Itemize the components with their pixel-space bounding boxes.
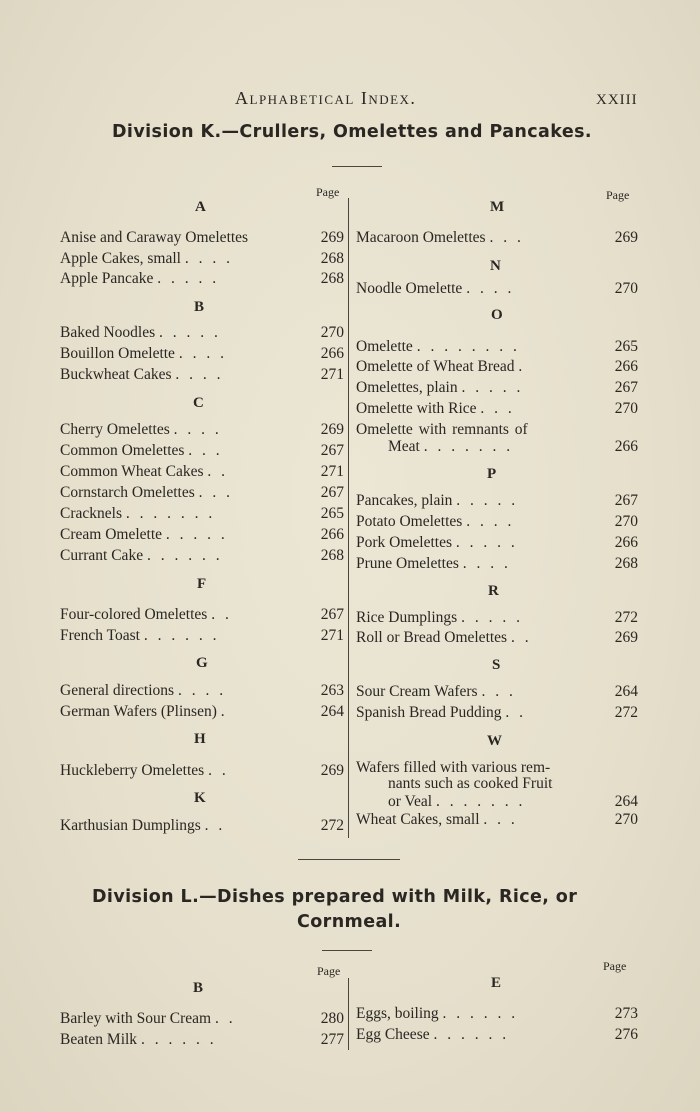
index-entry — [60, 421, 346, 439]
index-entry — [60, 1010, 346, 1028]
entry-page: 263 — [320, 682, 344, 699]
index-entry — [356, 1005, 640, 1023]
letter-heading-g: G — [196, 655, 208, 671]
index-entry — [356, 534, 640, 552]
division-l-heading: Division L.—Dishes prepared with Milk, Rice, or — [92, 887, 578, 907]
entry-page: 269 — [320, 229, 344, 246]
index-entry — [356, 513, 640, 531]
leader-dots: . . — [510, 629, 532, 646]
index-entry — [356, 811, 640, 829]
leader-dots: . . . . . — [159, 324, 221, 341]
leader-dots: . . . . . . . — [125, 505, 216, 522]
leader-dots: . . . — [481, 683, 516, 700]
leader-dots: . . . . — [466, 513, 515, 530]
letter-heading-a: A — [195, 199, 206, 215]
entry-label: Omelette of Wheat Bread — [356, 358, 515, 375]
leader-dots: . . . . — [466, 280, 515, 297]
entry-label: Pancakes, plain — [356, 492, 453, 509]
entry-label: Wheat Cakes, small — [356, 811, 480, 828]
letter-heading-k: K — [194, 790, 206, 806]
index-entry — [356, 338, 640, 356]
index-entry — [60, 526, 346, 544]
entry-page: 277 — [320, 1031, 344, 1048]
entry-page: 269 — [614, 629, 638, 646]
entry-label: Pork Omelettes — [356, 534, 452, 551]
entry-page: 265 — [614, 338, 638, 355]
entry-page: 268 — [320, 270, 344, 287]
entry-page: 264 — [614, 683, 638, 700]
entry-page: 267 — [320, 484, 344, 501]
entry-page: 268 — [614, 555, 638, 572]
division-l-heading-cont: Cornmeal. — [297, 912, 402, 932]
index-entry — [356, 555, 640, 573]
index-entry — [60, 1031, 346, 1049]
entry-label: Prune Omelettes — [356, 555, 459, 572]
entry-page: 271 — [320, 366, 344, 383]
index-entry-continued-line: nants such as cooked Fruit — [388, 775, 553, 792]
entry-page: 272 — [614, 704, 638, 721]
leader-dots: . . . . . . — [143, 627, 220, 644]
leader-dots: . . . . . — [455, 534, 518, 551]
entry-page: 276 — [614, 1026, 638, 1043]
leader-dots: . — [518, 358, 526, 375]
page-column-header-left: Page — [317, 964, 341, 978]
leader-dots: . . — [204, 817, 226, 834]
index-entry — [356, 492, 640, 510]
entry-page: 269 — [614, 229, 638, 246]
entry-label: Karthusian Dumplings — [60, 817, 201, 834]
leader-dots: . . . . . . . . — [416, 338, 520, 355]
entry-page: 267 — [320, 606, 344, 623]
letter-heading-h: H — [194, 731, 206, 747]
letter-heading-c: C — [193, 395, 204, 411]
index-entry — [60, 547, 346, 565]
running-title: Alphabetical Index. — [235, 88, 417, 108]
heading-rule — [322, 950, 372, 951]
leader-dots: . . . . . — [165, 526, 228, 543]
entry-page: 266 — [614, 358, 638, 375]
column-divider — [348, 978, 349, 1050]
entry-page: 270 — [614, 280, 638, 297]
entry-label: Barley with Sour Cream — [60, 1010, 212, 1027]
leader-dots: . . . — [198, 484, 233, 501]
entry-label: Omelettes, plain — [356, 379, 458, 396]
entry-page: 272 — [614, 609, 638, 626]
leader-dots: . . . — [483, 811, 518, 828]
entry-page: 267 — [320, 442, 344, 459]
leader-dots: . . . . . . — [442, 1005, 519, 1022]
leader-dots: . . . . — [177, 682, 227, 699]
entry-label: Four-colored Omelettes — [60, 606, 208, 623]
index-entry — [60, 463, 346, 481]
leader-dots: . . . . . . . — [423, 438, 514, 455]
leader-dots: . . . . — [178, 345, 227, 362]
index-entry — [356, 280, 640, 298]
entry-label: Anise and Caraway Omelettes — [60, 229, 249, 246]
letter-heading-s: S — [492, 657, 501, 673]
entry-label: Egg Cheese — [356, 1026, 430, 1043]
entry-label: Common Wheat Cakes — [60, 463, 204, 480]
entry-page: 280 — [320, 1010, 344, 1027]
entry-label: Huckleberry Omelettes — [60, 762, 205, 779]
index-entry — [356, 229, 640, 247]
index-entry — [356, 704, 640, 722]
entry-label: Macaroon Omelettes — [356, 229, 486, 246]
letter-heading-p: P — [487, 466, 497, 482]
index-entry — [60, 229, 346, 247]
entry-label: General directions — [60, 682, 175, 699]
leader-dots: . . — [211, 606, 232, 623]
index-entry — [60, 484, 346, 502]
index-entry — [60, 442, 346, 460]
letter-heading-r: R — [488, 583, 499, 599]
heading-rule — [332, 166, 382, 167]
column-divider — [348, 198, 349, 838]
leader-dots: . . . . . — [157, 270, 220, 287]
entry-label: Cornstarch Omelettes — [60, 484, 195, 501]
leader-dots: . . — [214, 1010, 236, 1027]
letter-heading-e: E — [491, 975, 502, 991]
index-entry — [356, 1026, 640, 1044]
letter-heading-o: O — [491, 307, 503, 323]
entry-label: Potato Omelettes — [356, 513, 463, 530]
entry-page: 267 — [614, 492, 638, 509]
leader-dots: . . . — [489, 229, 524, 246]
entry-label: Eggs, boiling — [356, 1005, 439, 1022]
entry-page: 264 — [320, 703, 344, 720]
entry-label: German Wafers (Plinsen) — [60, 703, 217, 720]
index-entry — [60, 762, 346, 780]
entry-page: 270 — [614, 811, 638, 828]
entry-page: 270 — [614, 513, 638, 530]
entry-page: 266 — [320, 526, 344, 543]
entry-page: 268 — [320, 250, 344, 267]
leader-dots: . . — [207, 463, 228, 480]
entry-page: 266 — [320, 345, 344, 362]
index-entry — [60, 817, 346, 835]
page-number: XXIII — [596, 92, 638, 108]
leader-dots: . . . . — [184, 250, 233, 267]
letter-heading-b: B — [194, 299, 205, 315]
letter-heading-w: W — [487, 733, 502, 749]
index-entry — [356, 609, 640, 627]
leader-dots: . . . . . — [461, 609, 523, 626]
leader-dots: . . — [208, 762, 229, 779]
letter-heading-b: B — [193, 980, 204, 996]
entry-label: Cream Omelette — [60, 526, 162, 543]
entry-page: 271 — [320, 627, 344, 644]
index-entry — [356, 793, 640, 811]
leader-dots: . . . . . . . — [435, 793, 526, 810]
leader-dots: . . . . . . — [433, 1026, 510, 1043]
index-entry — [60, 703, 346, 721]
leader-dots: . . — [505, 704, 527, 721]
entry-page: 271 — [320, 463, 344, 480]
index-entry — [356, 683, 640, 701]
entry-page: 267 — [614, 379, 638, 396]
index-entry-first-line: Omelette with remnants of — [356, 421, 528, 438]
entry-label: Sour Cream Wafers — [356, 683, 478, 700]
leader-dots: . . . . . . — [146, 547, 223, 564]
entry-label: Apple Cakes, small — [60, 250, 181, 267]
index-entry — [60, 345, 346, 363]
entry-page: 273 — [614, 1005, 638, 1022]
index-entry — [60, 270, 346, 288]
index-entry — [356, 379, 640, 397]
entry-page: 270 — [614, 400, 638, 417]
page-column-header-right: Page — [603, 959, 627, 973]
entry-label: Beaten Milk — [60, 1031, 138, 1048]
section-divider — [298, 859, 400, 860]
index-entry — [60, 324, 346, 342]
entry-page: 269 — [320, 762, 344, 779]
division-k-heading: Division K.—Crullers, Omelettes and Pancakes. — [112, 122, 592, 142]
leader-dots: . . . . . — [461, 379, 524, 396]
index-entry — [60, 250, 346, 268]
leader-dots: . . . . — [175, 366, 224, 383]
leader-dots: . . . — [188, 442, 223, 459]
entry-label: Baked Noodles — [60, 324, 156, 341]
index-entry — [356, 358, 640, 376]
entry-page: 266 — [614, 534, 638, 551]
entry-page: 264 — [614, 793, 638, 810]
letter-heading-f: F — [197, 576, 207, 592]
index-entry — [356, 400, 640, 418]
entry-label: Bouillon Omelette — [60, 345, 175, 362]
page-column-header-left: Page — [316, 185, 340, 199]
entry-page: 265 — [320, 505, 344, 522]
entry-label: Common Omelettes — [60, 442, 185, 459]
index-entry — [356, 629, 640, 647]
entry-label: Cracknels — [60, 505, 122, 522]
entry-label: French Toast — [60, 627, 140, 644]
index-entry — [356, 438, 640, 456]
entry-label: Meat — [388, 438, 420, 455]
entry-label: Omelette with Rice — [356, 400, 477, 417]
leader-dots: . . . . . — [456, 492, 519, 509]
index-entry — [60, 682, 346, 700]
entry-label: Currant Cake — [60, 547, 144, 564]
entry-page: 266 — [614, 438, 638, 455]
entry-page: 270 — [320, 324, 344, 341]
entry-page: 272 — [320, 817, 344, 834]
leader-dots: . . . — [480, 400, 515, 417]
entry-page: 269 — [320, 421, 344, 438]
entry-label: Roll or Bread Omelettes — [356, 629, 508, 646]
entry-label: Apple Pancake — [60, 270, 154, 287]
index-entry — [60, 627, 346, 645]
leader-dots: . . . . . . — [140, 1031, 217, 1048]
index-entry — [60, 505, 346, 523]
page-column-header-right: Page — [606, 188, 630, 202]
entry-label: Omelette — [356, 338, 413, 355]
entry-label: Spanish Bread Pudding — [356, 704, 502, 721]
entry-label: Rice Dumplings — [356, 609, 458, 626]
entry-label: Noodle Omelette — [356, 280, 463, 297]
entry-label: Cherry Omelettes — [60, 421, 170, 438]
index-entry — [60, 366, 346, 384]
index-entry-first-line: Wafers filled with various rem- — [356, 759, 551, 776]
leader-dots: . — [220, 703, 228, 720]
leader-dots: . . . . — [173, 421, 222, 438]
entry-page: 268 — [320, 547, 344, 564]
letter-heading-n: N — [490, 258, 501, 274]
entry-label: or Veal — [388, 793, 433, 810]
leader-dots: . . . . — [462, 555, 511, 572]
letter-heading-m: M — [490, 199, 505, 215]
index-entry — [60, 606, 346, 624]
entry-label: Buckwheat Cakes — [60, 366, 172, 383]
